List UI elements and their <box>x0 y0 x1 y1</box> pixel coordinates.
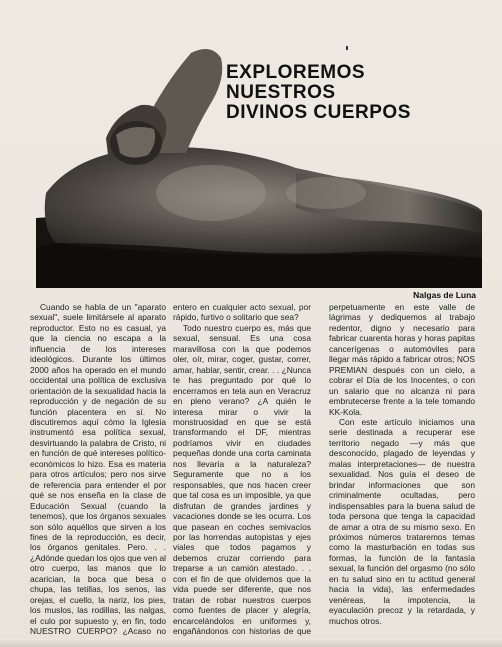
column-3-paragraph-2: Con este artículo iniciamos una serie destinada a recuperar ese territorio negado —y más que desconocido, plagado de leyendas y malas interpretaciones— de nuestra sexualidad. Nos guía el deseo de brindar informaciones que son criminalmente ocultadas, pero indispensables para la buena salud de toda persona que tenga la capacidad de amar a otra de su mismo sexo. En próximos números trataremos temas como la masturbación en todas sus formas, la función de la fantasía sexual, la función del orgasmo (no sólo en tu salud sino en tu actitud general hacia la vida), las enfermedades venéreas, la impotencia, la eyaculación precoz y la retardada, y muchos otros. <box>329 416 475 626</box>
column-2-paragraph-1: entero en cualquier acto sexual, por rápido, furtivo o solitario que sea? <box>173 302 311 323</box>
title-line-1: EXPLOREMOS <box>226 62 366 83</box>
photo-caption: Nalgas de Luna <box>413 290 476 300</box>
column-3-paragraph-1: perpetuamente en este valle de lágrimas y dediquemos al trabajo redentor, digno y necesario para fabricar cuarenta horas y horas papitas cancerígenas o automóviles para llegar más rápido a fabricar otros; NOS PREMIAN después con un cielo, a cobrar el Día de los Inocentes, o con un salario que no alcanza ni para embrutecerse frente a la tele tomando KK-Kola. <box>329 302 475 417</box>
text-column-1 <box>30 302 166 647</box>
column-1-paragraph: Cuando se habla de un "aparato sexual", suele limitársele al aparato reproductor. Esto no es casual, ya que la ciencia no escapa a la influencia de los intereses ideológicos. Durante los últimos 2000 años ha operado en el mundo occidental una política de exclusiva orientación de la sexualidad hacia la reproducción y de negación de su función placentera en sí. No discutiremos aquí cómo la Iglesia instrumentó esa política sexual, desvirtuando la palabra de Cristo, ni en función de qué intereses político-económicos lo hizo. Esa es materia para otros artículos; pero nos sirve de referencia para entender el por qué se nos enseña en la clase de Educación Sexual (cuando la tenemos), que los órganos sexuales son sólo aquéllos que sirven a los fines de la reproducción, es decir, los órganos genitales. Pero. . . ¿Adónde quedan los ojos que ven al otro cuerpo, las manos que lo acarician, la boca que besa o chupa, las tetillas, los senos, las orejas, el cuello, la nariz, los pies, los muslos, las rodillas, las nalgas, el culo por supuesto y, en fin, todo NUESTRO CUERPO? ¿Acaso no <box>30 302 166 637</box>
text-column-2 <box>173 302 311 647</box>
column-2-paragraph-2: Todo nuestro cuerpo es, más que sexual, sensual. Es una cosa maravillosa con la que podemos oler, oír, mirar, coger, gustar, correr, amar, hablar, sentir, crear. . . ¿Nunca te has preguntado por qué lo encerramos en tela aun en Veracruz en pleno verano? ¿A quién le interesa mirar o vivir la monstruosidad en que se está transformando el DF, mientras podríamos vivir en ciudades pequeñas donde una corta caminata nos llevaría a la naturaleza? Seguramente que no a los responsables, que nos hacen creer que tal cosa es un imposible, ya que disfrutan de grandes jardines y vacaciones donde se les ocurra. Los que pasean en coches semivacíos por las horrendas autopistas y ejes viales que todos pagamos y debemos cruzar corriendo para treparse a un camión atestado. . . con el fin de que olvidemos que la vida puede ser diferente, que nos tratan de robar nuestros cuerpos como fuentes de placer y alegría, encarcelándolos en uniformes y, engañándonos con historias de que <box>173 322 311 637</box>
text-column-3 <box>329 302 475 626</box>
title-line-3: DIVINOS CUERPOS <box>226 102 411 123</box>
page-bottom-edge <box>0 639 502 647</box>
title-line-2: NUESTROS <box>226 82 336 103</box>
article-title <box>226 63 416 123</box>
